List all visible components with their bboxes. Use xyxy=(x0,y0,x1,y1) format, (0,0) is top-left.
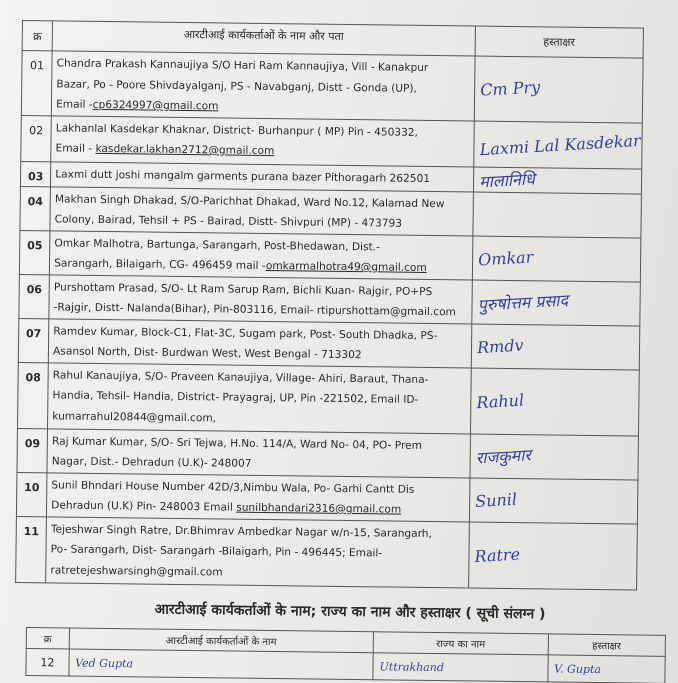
name-address-cell xyxy=(47,472,470,521)
address-line: Omkar Malhotra, Bartunga, Sarangarh, Post-Bhedawan, Dist.- xyxy=(54,236,380,253)
address-line: Sunil Bhndari House Number 42D/3,Nimbu Wala, Po- Garhi Cantt Dis xyxy=(51,478,415,496)
signature-cell xyxy=(473,121,642,169)
row-number: 03 xyxy=(20,161,50,186)
address-line: Colony, Bairad, Tehsil + PS - Bairad, Distt- Shivpuri (MP) - 473793 xyxy=(54,213,403,230)
email-address: omkarmalhotra49@gmail.com xyxy=(265,259,427,274)
address-line: Raj Kumar Kumar, S/O- Sri Tejwa, H.No. 114/A, Ward No- 04, PO- Prem xyxy=(51,434,423,452)
handwritten-signature: पुरुषोत्तम प्रसाद xyxy=(476,290,569,315)
name-address-cell xyxy=(50,230,473,279)
address-line: Tejeshwar Singh Ratre, Dr.Bhimrav Ambedkar Nagar w/n-15, Sarangarh, xyxy=(50,522,433,540)
state-name: Uttrakhand xyxy=(373,653,548,682)
signature-cell xyxy=(472,280,641,326)
table-row xyxy=(18,318,639,370)
name-address-cell xyxy=(51,115,474,166)
email-address: sunilbhandari2316@gmail.com xyxy=(236,501,402,516)
address-line: Lakhanlal Kasdekar Khaknar, District- Burhanpur ( MP) Pin - 450332, xyxy=(55,121,419,139)
table-row xyxy=(16,472,637,524)
activist-name: Ved Gupta xyxy=(68,649,373,680)
handwritten-signature: Rahul xyxy=(475,390,525,412)
table-row xyxy=(17,428,638,480)
name-address-cell xyxy=(47,428,470,477)
name-address-cell xyxy=(46,516,469,587)
col-header-signature: हस्ताक्षर xyxy=(548,634,666,656)
address-line: Handia, Tehsil- Handia, District- Prayagraj, UP, Pin -221502, Email ID- xyxy=(52,389,419,406)
address-line: Rahul Kanaujiya, S/O- Praveen Kanaujiya, Village- Ahiri, Baraut, Thana- xyxy=(52,368,429,386)
handwritten-signature: राजकुमार xyxy=(474,445,532,468)
signature-cell xyxy=(470,368,639,436)
row-number: 07 xyxy=(18,318,49,362)
signature-cell xyxy=(471,324,640,370)
address-line: Nagar, Dist.- Dehradun (U.K)- 248007 xyxy=(51,455,252,470)
address-line: -Rajgir, Distt- Nalanda(Bihar), Pin-803116, Email- rtipurshottam@gmail.com xyxy=(53,301,456,319)
activist-state-table xyxy=(25,627,666,683)
handwritten-signature: Ratre xyxy=(473,544,521,566)
handwritten-signature: मालानिधि xyxy=(478,168,536,192)
handwritten-signature: Rmdv xyxy=(476,335,524,357)
address-line: Po- Sarangarh, Dist- Sarangarh -Bilaigarh, Pin - 496445; Email- xyxy=(50,543,383,560)
address-line: Purshottam Prasad, S/O- Lt Ram Sarup Ram, Bichli Kuan- Rajgir, PO+PS xyxy=(53,280,433,298)
row-number: 05 xyxy=(19,230,50,274)
signature-cell xyxy=(473,192,642,238)
address-line: Laxmi dutt joshi mangalm garments purana bazer Pithoragarh 262501 xyxy=(55,167,431,185)
col-header-state: राज्य का नाम xyxy=(373,632,548,655)
table-row xyxy=(21,115,643,169)
handwritten-signature: Cm Pry xyxy=(479,77,541,100)
signature-cell xyxy=(473,167,642,194)
row-number: 02 xyxy=(21,115,52,161)
handwritten-signature: V. Gupta xyxy=(547,655,665,683)
row-number: 10 xyxy=(16,472,47,516)
email-address: kasdekar.lakhan2712@gmail.com xyxy=(95,142,275,158)
email-label: Dehradun (U.K) Pin- 248003 Email xyxy=(51,499,237,514)
table-row xyxy=(21,51,643,123)
address-line: Makhan Singh Dhakad, S/O-Parichhat Dhakad, Ward No.12, Kalamad New xyxy=(54,192,445,210)
signature-cell xyxy=(470,434,639,480)
email-label: Email - xyxy=(55,142,96,155)
handwritten-signature: Sunil xyxy=(474,489,518,511)
col-header-no: क्र xyxy=(22,21,53,51)
signature-cell xyxy=(468,522,637,590)
email-label: Email - xyxy=(56,98,93,111)
col-header-signature: हस्ताक्षर xyxy=(475,26,644,58)
table-body xyxy=(16,51,643,590)
row-number: 01 xyxy=(21,51,52,116)
name-address-cell xyxy=(48,318,471,367)
address-line: Chandra Prakash Kannaujiya S/O Hari Ram Kannaujiya, Vill - Kanakpur xyxy=(56,57,429,74)
col-header-name-address: आरटीआई कार्यकर्ताओं के नाम और पता xyxy=(52,21,475,56)
col-header-name: आरटीआई कार्यकर्ताओं के नाम xyxy=(69,628,374,653)
table-row xyxy=(18,362,640,436)
signature-cell xyxy=(469,478,638,524)
table-row xyxy=(19,230,640,282)
email-label: Sarangarh, Bilaigarh, CG- 496459 mail - xyxy=(54,257,266,272)
name-address-cell xyxy=(48,362,471,433)
address-line: Ramdev Kumar, Block-C1, Flat-3C, Sugam park, Post- South Dhadka, PS- xyxy=(53,324,438,342)
address-line: kumarrahul20844@gmail.com, xyxy=(52,409,217,424)
row-number: 08 xyxy=(18,362,49,428)
handwritten-signature: Omkar xyxy=(477,246,534,269)
name-address-cell xyxy=(51,51,474,121)
address-line: Bazar, Po - Poore Shivdayalganj, PS - Navabganj, Distt - Gonda (UP), xyxy=(56,77,417,95)
col-header-no: क्र xyxy=(26,628,69,650)
table-row xyxy=(16,516,638,590)
row-number: 12 xyxy=(26,649,69,677)
table-row xyxy=(19,274,640,326)
row-number: 11 xyxy=(16,516,47,582)
signature-cell xyxy=(472,236,641,282)
address-line: ratretejeshwarsingh@gmail.com xyxy=(50,563,223,578)
row-number: 06 xyxy=(19,274,50,318)
table-row xyxy=(20,186,641,238)
row-number: 04 xyxy=(20,186,51,230)
name-address-cell xyxy=(49,274,472,323)
address-line: Asansol North, Dist- Burdwan West, West Bengal - 713302 xyxy=(53,345,362,362)
handwritten-signature: Laxmi Lal Kasdekar xyxy=(478,130,641,159)
signature-cell xyxy=(474,56,643,123)
activist-address-table xyxy=(15,20,644,590)
name-address-cell xyxy=(50,186,473,235)
list-subtitle: आरटीआई कार्यकर्ताओं के नाम; राज्य का नाम और हस्ताक्षर ( सूची संलग्न ) xyxy=(154,601,546,623)
row-number: 09 xyxy=(17,428,48,472)
email-address: cp6324997@gmail.com xyxy=(92,98,219,113)
